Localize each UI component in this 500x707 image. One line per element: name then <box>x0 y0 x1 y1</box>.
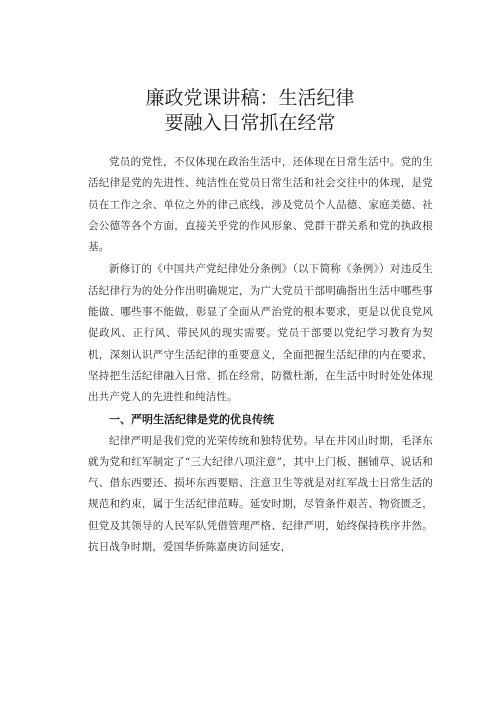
paragraph-regulation: 新修订的《中国共产党纪律处分条例》（以下简称《条例》）对违反生活纪律行为的处分作出明确规定，为广大党员干部明确指出生活中哪些事能做、哪些事不能做，彰显了全面从严治党的根本要求，更是以优良党风促政风、正行风、带民风的现实需要。党员干部要以党纪学习教育为契机，深刻认识严守生活纪律的重要意义，全面把握生活纪律的内在要求，坚持把生活纪律融入日常、抓在经常，防微杜渐，在生活中时时处处体现出共产党人的先进性和纯洁性。 <box>88 263 433 404</box>
document-title-line2: 要融入日常抓在经常 <box>164 112 336 134</box>
paragraph-section1: 纪律严明是我们党的光荣传统和独特优势。早在井冈山时期，毛泽东就为党和红军制定了“三大纪律八项注意”，其中上门板、捆铺草、说话和气、借东西要还、损坏东西要赔、注意卫生等就是对红军战士日常生活的规范和约束，属于生活纪律范畴。延安时期，尽管条件艰苦、物资匮乏，但党及其领导的人民军队凭借管理严格、纪律严明，始终保持秩序井然。抗日战争时期，爱国华侨陈嘉庚访问延安， <box>88 434 433 554</box>
document-title-line1: 廉政党课讲稿：生活纪律 <box>145 87 355 109</box>
document-body <box>88 152 433 558</box>
section-heading-1: 一、严明生活纪律是党的优良传统 <box>109 412 274 426</box>
paragraph-intro: 党员的党性，不仅体现在政治生活中，还体现在日常生活中。党的生活纪律是党的先进性、纯洁性在党员日常生活和社会交往中的体现，是党员在工作之余、单位之外的律己底线，涉及党员个人品德、家庭美德、社会公德等各个方面，直接关乎党的作风形象、党群干群关系和党的执政根基。 <box>88 156 433 254</box>
